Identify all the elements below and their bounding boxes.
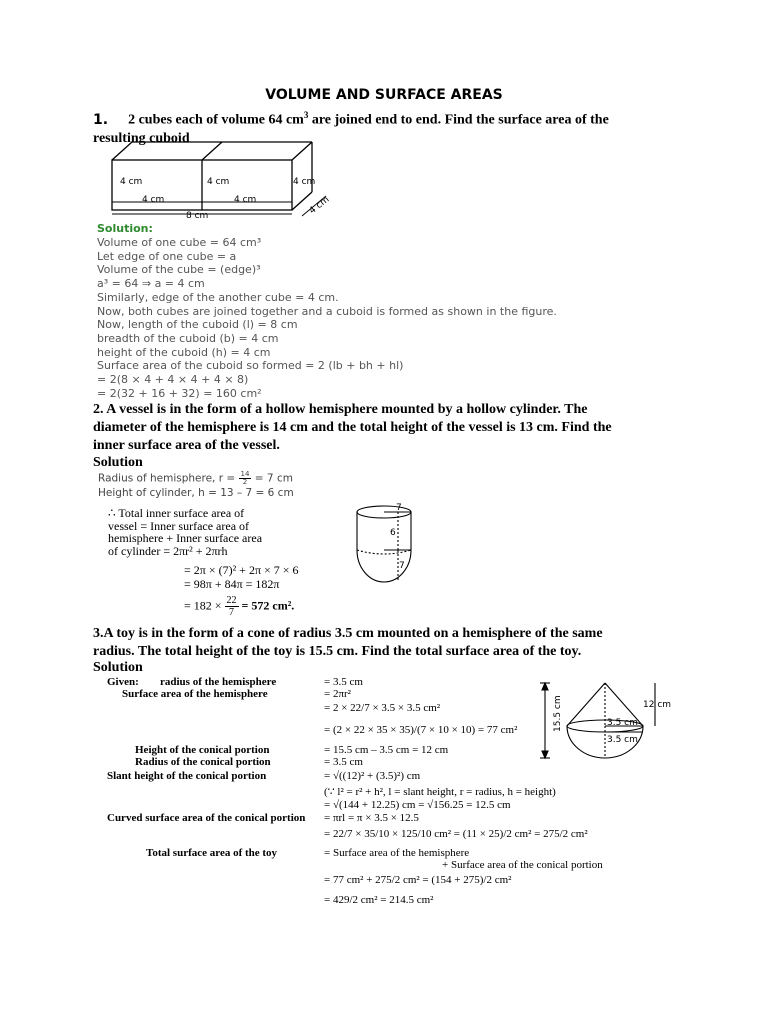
cuboid-total-label: 8 cm	[186, 211, 209, 220]
question-2-line: diameter of the hemisphere is 14 cm and the total height of the vessel is 13 cm. Find the	[93, 420, 612, 435]
q3-value: = πrl = π × 3.5 × 12.5	[324, 812, 419, 824]
q3-value: = Surface area of the hemisphere	[324, 847, 470, 859]
toy-radius-top-label: 3.5 cm	[607, 718, 638, 728]
q3-label: Slant height of the conical portion	[107, 770, 267, 782]
question-3	[93, 625, 713, 661]
solution-1-line: = 2(32 + 16 + 32) = 160 cm²	[97, 386, 262, 400]
q3-label: Curved surface area of the conical portion	[107, 812, 306, 824]
calc-line: ∴ Total inner surface area of	[108, 506, 245, 520]
q3-value: = 15.5 cm – 3.5 cm = 12 cm	[324, 744, 449, 756]
vessel-bottom-label: 7	[399, 561, 405, 571]
solution-1-line: a³ = 64 ⇒ a = 4 cm	[97, 277, 205, 291]
question-1-text-b: are joined end to end. Find the surface area of the	[308, 112, 609, 128]
q3-label: Surface area of the hemisphere	[122, 688, 268, 700]
q3-label: Height of the conical portion	[135, 744, 270, 756]
question-3-line: radius. The total height of the toy is 15.5 cm. Find the total surface area of the toy.	[93, 644, 582, 659]
solution-1-line: Let edge of one cube = a	[97, 249, 237, 263]
vessel-mid-label: 6	[390, 528, 396, 538]
q3-value: = 2πr²	[324, 688, 351, 700]
q3-value: = (2 × 22 × 35 × 35)/(7 × 10 × 10) = 77 cm²	[324, 724, 518, 736]
question-1-text-c: resulting cuboid	[93, 130, 190, 146]
solution-2-calc-more	[184, 563, 299, 618]
q3-label: radius of the hemisphere	[160, 676, 277, 688]
cuboid-right-label: 4 cm	[293, 177, 316, 187]
cuboid-bottom-left-label: 4 cm	[142, 195, 165, 205]
solution-2-given	[98, 471, 294, 500]
solution-1-line: = 2(8 × 4 + 4 × 4 + 4 × 8)	[97, 373, 249, 387]
final-denominator: 7	[229, 607, 235, 618]
q3-value: + Surface area of the conical portion	[442, 859, 603, 871]
question-2-line: 2. A vessel is in the form of a hollow hemisphere mounted by a hollow cylinder. The	[93, 402, 588, 417]
q3-value: = √((12)² + (3.5)²) cm	[324, 770, 421, 782]
q3-label: Total surface area of the toy	[146, 847, 278, 859]
q3-value: = 429/2 cm² = 214.5 cm²	[324, 894, 434, 906]
solution-1-body	[97, 236, 697, 400]
toy-height-label: 15.5 cm	[553, 695, 563, 732]
solution-1-line: Now, both cubes are joined together and a cuboid is formed as shown in the figure.	[97, 304, 557, 318]
radius-line-a: Radius of hemisphere, r =	[98, 472, 239, 485]
vessel-top-label: 7	[396, 503, 402, 513]
page-title: VOLUME AND SURFACE AREAS	[265, 87, 503, 103]
final-a: = 182 ×	[184, 598, 225, 613]
final-b: = 572 cm².	[238, 598, 295, 613]
solution-1-line: Now, length of the cuboid (l) = 8 cm	[97, 318, 298, 332]
solution-2-label: Solution	[93, 455, 143, 470]
cuboid-left-label: 4 cm	[120, 177, 143, 187]
cuboid-middle-label: 4 cm	[207, 177, 230, 187]
toy-slant-label: 12 cm	[643, 700, 672, 710]
q3-label: Radius of the conical portion	[135, 756, 271, 768]
question-2-line: inner surface area of the vessel.	[93, 438, 280, 453]
calc-line: = 98π + 84π = 182π	[184, 577, 280, 591]
q3-value: = 3.5 cm	[324, 756, 363, 768]
q3-value: = 3.5 cm	[324, 676, 363, 688]
question-1-number: 1.	[93, 111, 109, 128]
solution-1-line: Volume of the cube = (edge)³	[97, 263, 261, 277]
solution-1-line: Similarly, edge of the another cube = 4 cm.	[97, 290, 339, 304]
question-1-sup: 3	[303, 110, 309, 120]
toy-radius-bottom-label: 3.5 cm	[607, 735, 638, 745]
solution-1-line: breadth of the cuboid (b) = 4 cm	[97, 331, 279, 345]
solution-1-heading: Solution:	[97, 222, 153, 235]
q3-value: = 2 × 22/7 × 3.5 × 3.5 cm²	[324, 702, 441, 714]
solution-1-line: Surface area of the cuboid so formed = 2 (lb + bh + hl)	[97, 359, 404, 373]
q3-value: = √(144 + 12.25) cm = √156.25 = 12.5 cm	[324, 799, 511, 811]
toy-figure	[535, 680, 685, 770]
final-numerator: 22	[226, 595, 237, 606]
solution-1-line: Volume of one cube = 64 cm³	[97, 236, 262, 249]
calc-line: of cylinder = 2πr² + 2πrh	[108, 543, 228, 558]
q3-value: = 22/7 × 35/10 × 125/10 cm² = (11 × 25)/2 cm² = 275/2 cm²	[324, 828, 588, 840]
vessel-figure	[348, 502, 418, 592]
question-2	[93, 401, 713, 455]
cuboid-bottom-right-label: 4 cm	[234, 195, 257, 205]
radius-line-b: = 7 cm	[251, 472, 293, 485]
question-3-line: 3.A toy is in the form of a cone of radius 3.5 cm mounted on a hemisphere of the same	[93, 626, 603, 641]
calc-line: hemisphere + Inner surface area	[108, 531, 263, 545]
radius-numerator: 14	[240, 470, 250, 478]
calc-line: vessel = Inner surface area of	[108, 518, 250, 533]
height-line: Height of cylinder, h = 13 – 7 = 6 cm	[98, 487, 294, 499]
solution-1-line: height of the cuboid (h) = 4 cm	[97, 345, 271, 359]
radius-denominator: 2	[242, 478, 248, 486]
q3-value: (∵ l² = r² + h², l = slant height, r = radius, h = height)	[324, 786, 556, 798]
calc-line: = 2π × (7)² + 2π × 7 × 6	[184, 563, 299, 577]
solution-3-label: Solution	[93, 660, 143, 675]
cuboid-depth-label: 4 cm	[307, 194, 332, 217]
solution-2-calc	[108, 507, 338, 557]
given-label: Given:	[107, 676, 139, 688]
q3-value: = 77 cm² + 275/2 cm² = (154 + 275)/2 cm²	[324, 874, 512, 886]
cuboid-figure	[110, 140, 350, 220]
question-1-text-a: 2 cubes each of volume 64 cm	[128, 112, 304, 128]
